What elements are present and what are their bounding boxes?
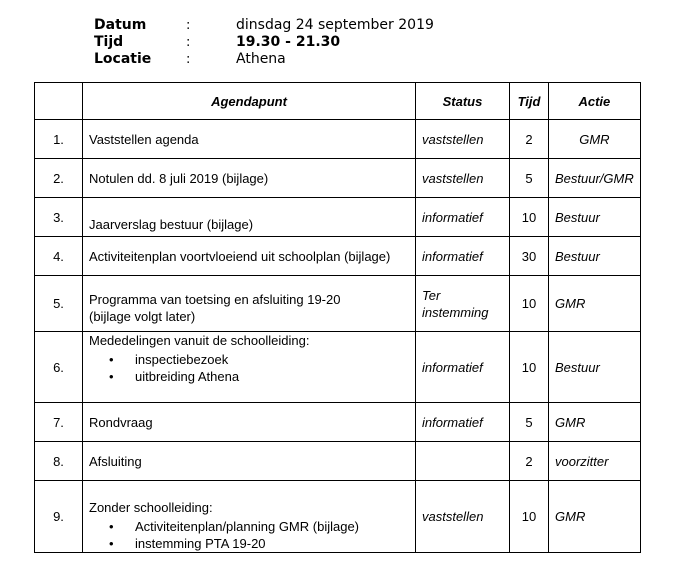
- row-actie: GMR: [549, 481, 641, 553]
- row-status: informatief: [416, 198, 510, 237]
- row-tijd: 30: [510, 237, 549, 276]
- tijd-colon: :: [186, 35, 191, 50]
- table-row: [35, 120, 641, 159]
- row-agendapunt: [83, 198, 416, 237]
- row-agendapunt: [83, 481, 416, 553]
- bullet-item: • uitbreiding Athena: [135, 368, 409, 385]
- agenda-table: [34, 82, 641, 553]
- row-status: [416, 276, 510, 332]
- row-actie: Bestuur: [549, 237, 641, 276]
- table-row: [35, 403, 641, 442]
- row-agendapunt: Rondvraag: [83, 403, 416, 442]
- datum-value: dinsdag 24 september 2019: [236, 17, 434, 33]
- table-row: [35, 237, 641, 276]
- table-row: [35, 332, 641, 403]
- row-status: informatief: [416, 237, 510, 276]
- row-number: 5.: [35, 276, 83, 332]
- locatie-colon: :: [186, 52, 191, 67]
- row-tijd: 10: [510, 276, 549, 332]
- bullet-list: [89, 518, 409, 552]
- bullet-item: • Activiteitenplan/planning GMR (bijlage): [135, 518, 409, 535]
- table-row: [35, 481, 641, 553]
- row-status: vaststellen: [416, 481, 510, 553]
- row-number: 8.: [35, 442, 83, 481]
- row-actie: Bestuur: [549, 332, 641, 403]
- row-status: informatief: [416, 403, 510, 442]
- row-status-line2: instemming: [422, 304, 489, 320]
- row-number: 3.: [35, 198, 83, 237]
- row-actie: GMR: [549, 403, 641, 442]
- row-tijd: 10: [510, 332, 549, 403]
- row-number: 2.: [35, 159, 83, 198]
- row-status: vaststellen: [416, 120, 510, 159]
- row-actie: Bestuur/GMR: [549, 159, 641, 198]
- row-tijd: 5: [510, 159, 549, 198]
- bullet-item: • instemming PTA 19-20: [135, 535, 409, 552]
- row-actie: GMR: [549, 276, 641, 332]
- row-agendapunt-text: Zonder schoolleiding:: [89, 500, 213, 515]
- row-number: 7.: [35, 403, 83, 442]
- row-actie: Bestuur: [549, 198, 641, 237]
- row-agendapunt: Activiteitenplan voortvloeiend uit schoolplan (bijlage): [83, 237, 416, 276]
- row-agendapunt: Vaststellen agenda: [83, 120, 416, 159]
- row-actie: voorzitter: [549, 442, 641, 481]
- table-row: [35, 198, 641, 237]
- row-status: informatief: [416, 332, 510, 403]
- bullet-item: • inspectiebezoek: [135, 351, 409, 368]
- row-number: 6.: [35, 332, 83, 403]
- row-tijd: 5: [510, 403, 549, 442]
- row-agendapunt-text: Mededelingen vanuit de schoolleiding:: [89, 333, 310, 348]
- row-tijd: 2: [510, 120, 549, 159]
- row-number: 1.: [35, 120, 83, 159]
- row-number: 9.: [35, 481, 83, 553]
- table-row: [35, 159, 641, 198]
- table-row: [35, 276, 641, 332]
- row-tijd: 2: [510, 442, 549, 481]
- column-header-status: Status: [416, 83, 510, 120]
- row-agendapunt: Notulen dd. 8 juli 2019 (bijlage): [83, 159, 416, 198]
- column-header-actie: Actie: [549, 83, 641, 120]
- row-tijd: 10: [510, 198, 549, 237]
- bullet-list: [89, 351, 409, 385]
- row-agendapunt: [83, 332, 416, 403]
- tijd-label: Tijd: [94, 34, 124, 50]
- row-agendapunt: [83, 276, 416, 332]
- column-header-number: [35, 83, 83, 120]
- table-header-row: [35, 83, 641, 120]
- datum-label: Datum: [94, 17, 147, 33]
- row-number: 4.: [35, 237, 83, 276]
- tijd-value: 19.30 - 21.30: [236, 34, 341, 50]
- row-status-line1: Ter: [422, 287, 441, 303]
- locatie-value: Athena: [236, 51, 286, 67]
- row-agendapunt: Afsluiting: [83, 442, 416, 481]
- locatie-label: Locatie: [94, 51, 152, 67]
- row-agendapunt-line1: Programma van toetsing en afsluiting 19-20: [89, 291, 341, 307]
- column-header-tijd: Tijd: [510, 83, 549, 120]
- column-header-agendapunt: Agendapunt: [83, 83, 416, 120]
- datum-colon: :: [186, 18, 191, 33]
- table-row: [35, 442, 641, 481]
- row-agendapunt-line2: (bijlage volgt later): [89, 308, 196, 324]
- row-agendapunt-text: Jaarverslag bestuur (bijlage): [89, 216, 254, 232]
- row-status: vaststellen: [416, 159, 510, 198]
- row-actie: GMR: [549, 120, 641, 159]
- row-tijd: 10: [510, 481, 549, 553]
- row-status: [416, 442, 510, 481]
